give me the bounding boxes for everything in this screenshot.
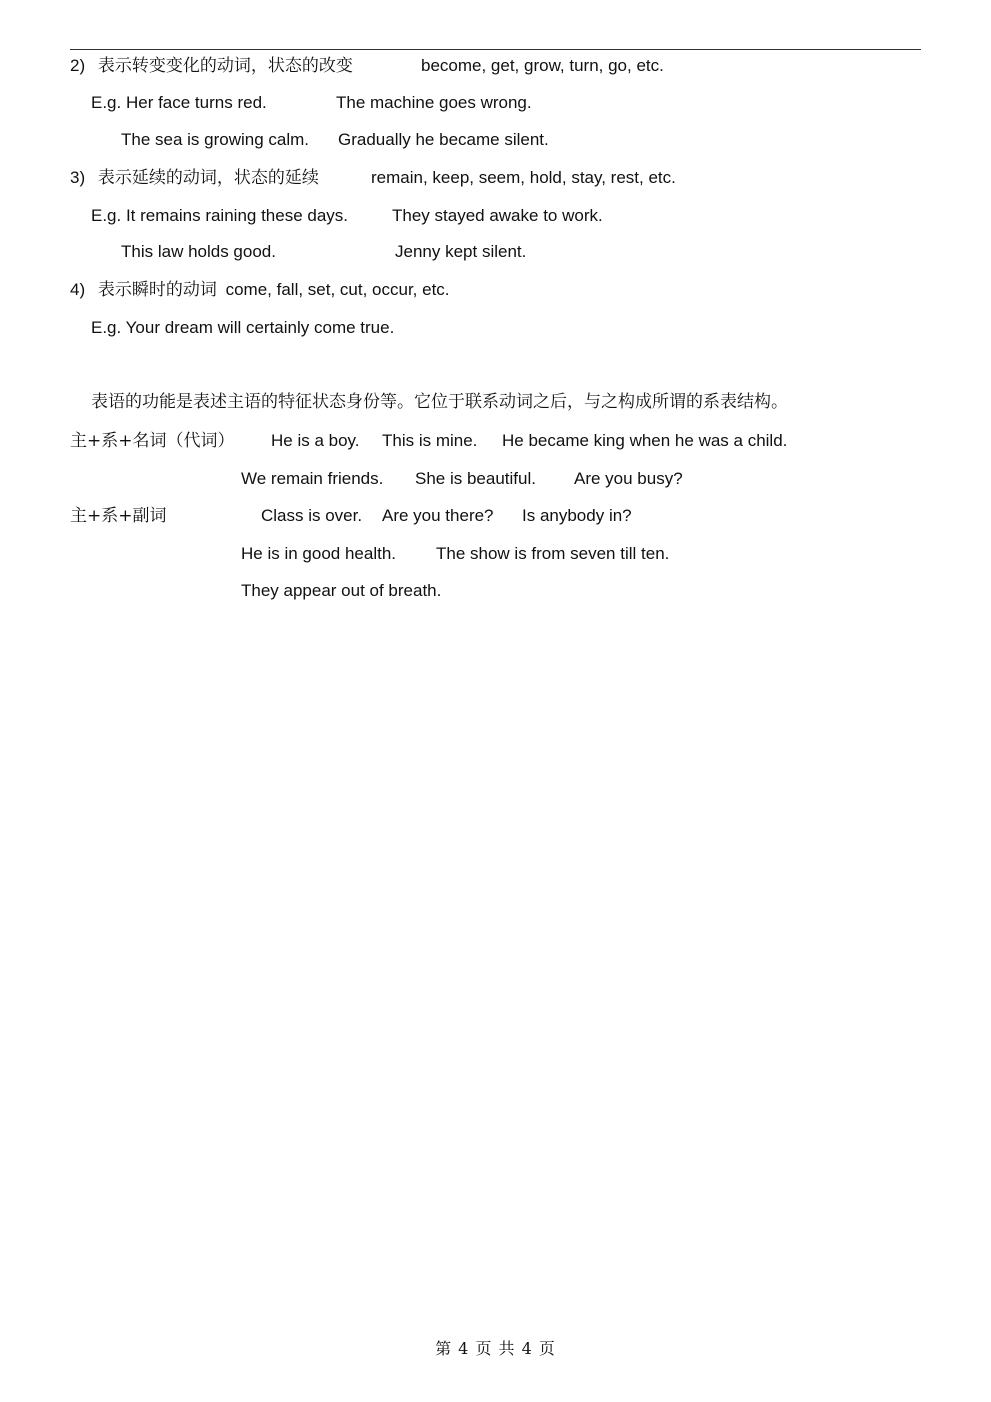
adverb-example: He is in good health. [241,544,396,563]
section-2-example: E.g. Her face turns red. [91,93,267,112]
page-footer: 第 4 页 共 4 页 [435,1339,556,1358]
top-rule [70,49,921,50]
noun-example: We remain friends. [241,469,384,488]
adverb-example: The show is from seven till ten. [436,544,670,563]
adverb-example: Class is over. [261,506,363,525]
adverb-pattern-label: 主+系+副词 [70,506,167,526]
section-2-verbs: become, get, grow, turn, go, etc. [421,56,664,75]
section-2-example: The machine goes wrong. [336,93,532,112]
adverb-example: Are you there? [382,506,494,525]
section-3-number: 3) [70,168,86,187]
section-3-example: Jenny kept silent. [395,242,527,261]
section-2-example: The sea is growing calm. [121,130,310,149]
section-4-title: 表示瞬时的动词 [97,280,217,300]
section-3-example: They stayed awake to work. [392,206,603,225]
section-4-verbs: come, fall, set, cut, occur, etc. [225,280,450,299]
section-2-title: 表示转变变化的动词，状态的改变 [97,56,353,76]
section-2-number: 2) [70,56,86,75]
adverb-example: They appear out of breath. [241,581,442,600]
section-3-example: E.g. It remains raining these days. [91,206,349,225]
section-3-example: This law holds good. [121,242,276,261]
noun-pattern-label: 主+系+名词（代词） [70,431,235,451]
section-4-number: 4) [70,280,86,299]
section-3-heading [70,167,319,189]
noun-example: She is beautiful. [415,469,536,488]
noun-example: He is a boy. [271,431,360,450]
noun-example: Are you busy? [574,469,683,488]
noun-example: This is mine. [382,431,478,450]
section-4-example: E.g. Your dream will certainly come true. [91,318,395,337]
section-4-heading [70,279,450,301]
section-3-title: 表示延续的动词，状态的延续 [97,168,319,188]
adverb-example: Is anybody in? [522,506,632,525]
section-3-verbs: remain, keep, seem, hold, stay, rest, etc. [371,168,676,187]
noun-example: He became king when he was a child. [502,431,788,450]
section-2-example: Gradually he became silent. [338,130,549,149]
section-2-heading [70,55,353,77]
predicative-intro: 表语的功能是表述主语的特征状态身份等。它位于联系动词之后，与之构成所谓的系表结构。 [91,392,788,412]
